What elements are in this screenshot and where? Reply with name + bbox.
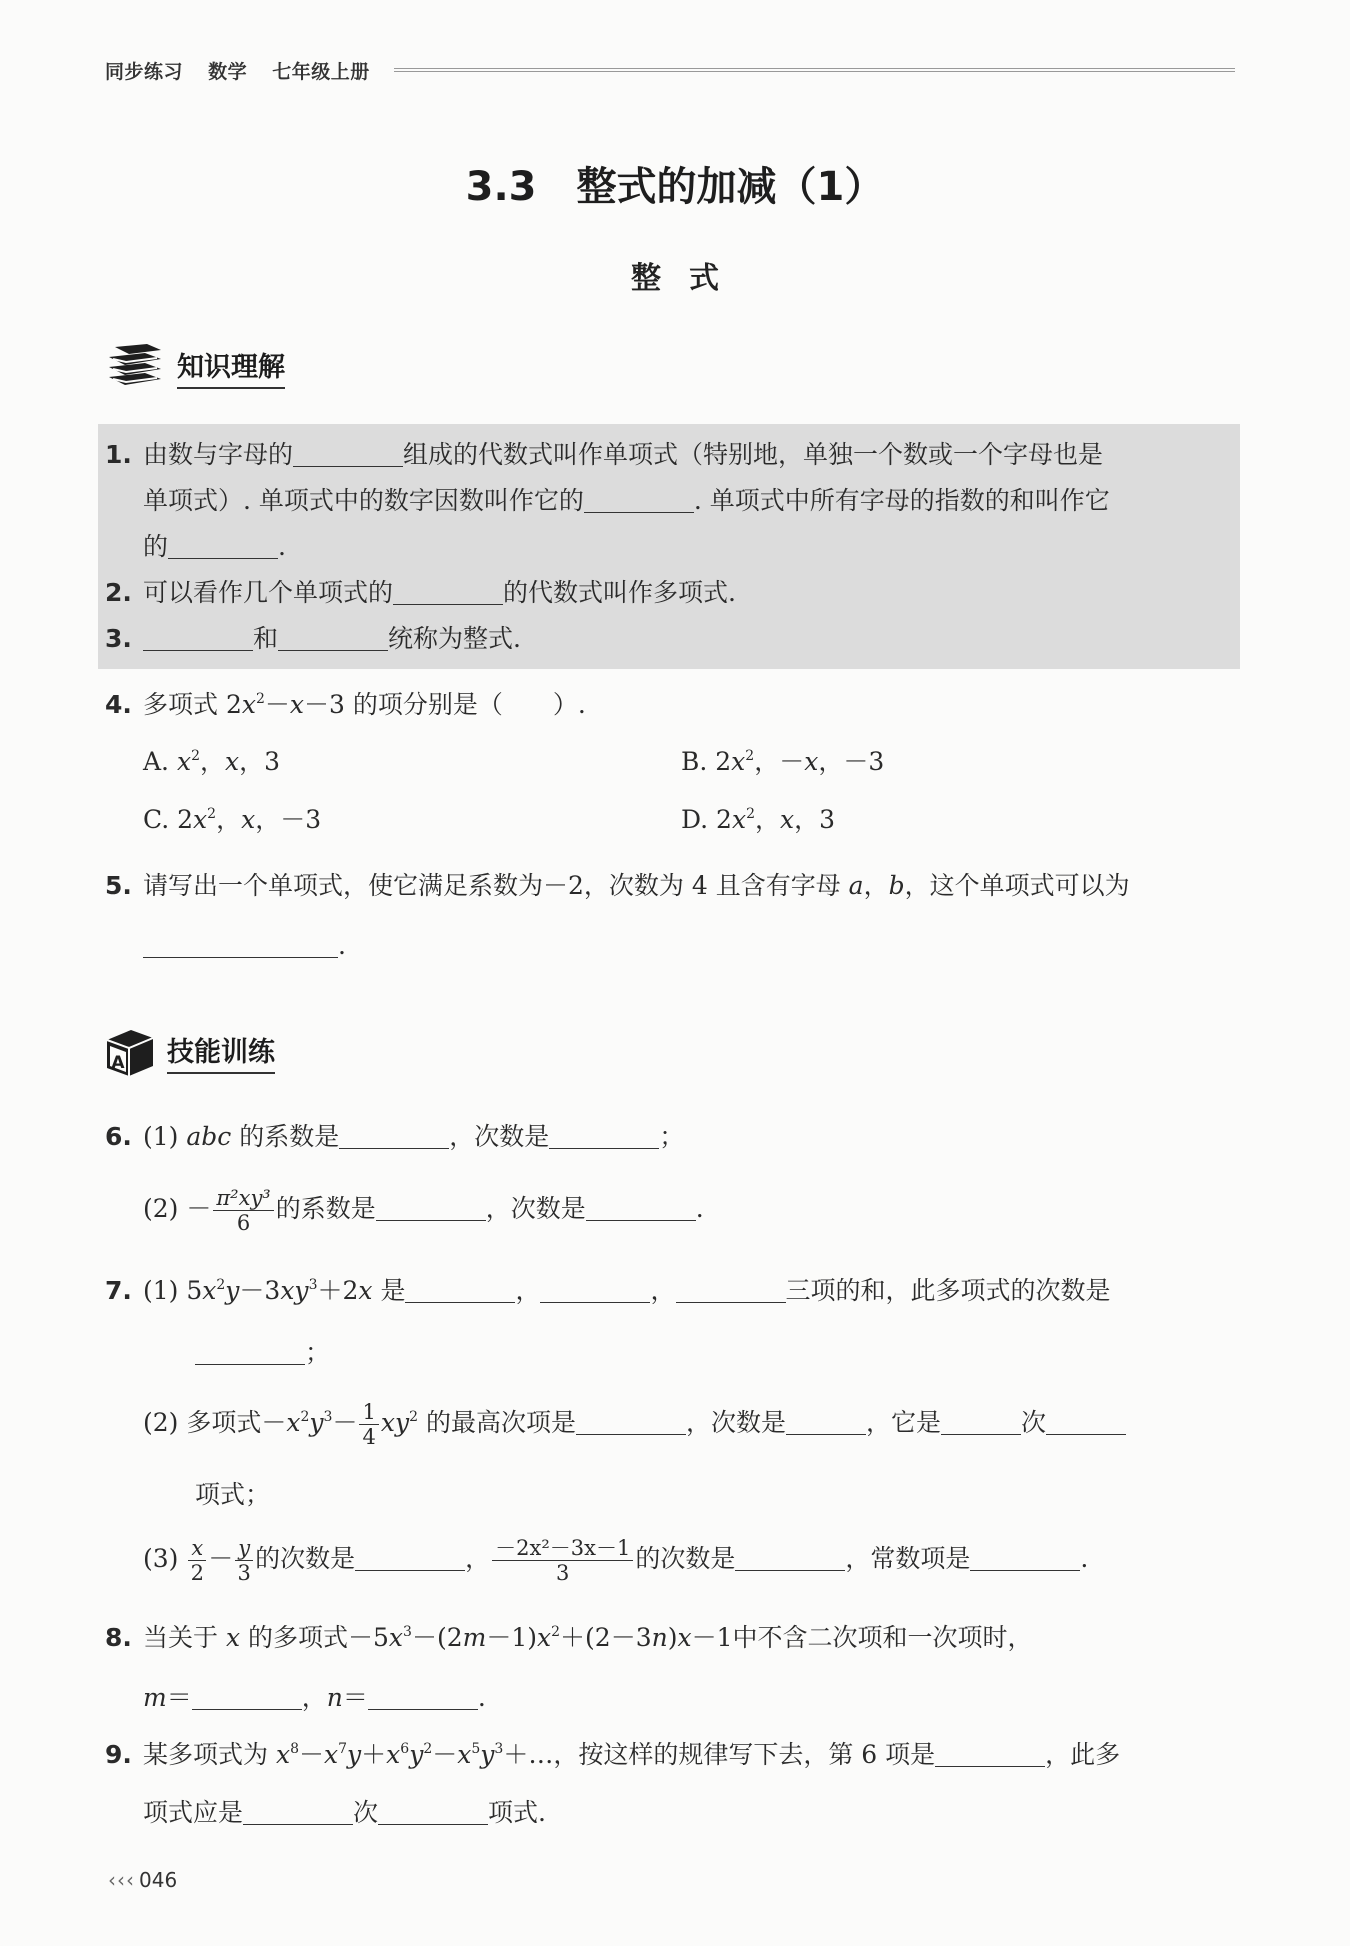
letter-a-cube-icon <box>105 1026 155 1078</box>
question-number: 5. <box>105 871 132 900</box>
grade-name: 七年级上册 <box>272 60 370 83</box>
answer-blank[interactable] <box>941 1408 1021 1435</box>
answer-blank[interactable] <box>405 1276 515 1303</box>
option-a[interactable]: A. $x^2$，x，3 <box>143 747 281 776</box>
question-4: 4. 多项式 $2x^2-x-3$ 的项分别是（ ）. <box>105 682 1235 728</box>
answer-blank[interactable] <box>676 1276 786 1303</box>
option-b[interactable]: B. $2x^2$，－x，－3 <box>681 747 885 776</box>
header-rule <box>394 68 1235 72</box>
question-6-part-2: (2) － $\frac{\text{π²xy³}}{6}$ 的系数是 ，次数是 . <box>143 1186 704 1235</box>
answer-blank[interactable] <box>376 1194 486 1221</box>
answer-blank[interactable] <box>1046 1408 1126 1435</box>
question-number: 7. <box>105 1276 132 1305</box>
question-number: 3. <box>105 624 132 653</box>
answer-blank[interactable] <box>970 1544 1080 1571</box>
section-skills-label: 技能训练 <box>167 1030 275 1074</box>
answer-blank[interactable] <box>293 440 403 467</box>
page-number: 046 <box>139 1868 178 1892</box>
answer-blank[interactable] <box>584 486 694 513</box>
answer-blank[interactable] <box>786 1408 866 1435</box>
answer-blank[interactable] <box>935 1740 1045 1767</box>
answer-blank[interactable] <box>576 1408 686 1435</box>
lesson-title: 3.3 整式的加减（1） <box>465 164 885 210</box>
book-name: 同步练习 <box>105 60 184 83</box>
answer-blank[interactable] <box>243 1798 353 1825</box>
question-number: 4. <box>105 690 132 719</box>
answer-blank[interactable] <box>339 1122 449 1149</box>
books-icon <box>105 343 165 391</box>
answer-blank[interactable] <box>143 624 253 651</box>
section-skills-header <box>105 1026 275 1078</box>
lesson-subtitle: 整式 <box>631 261 747 296</box>
option-d[interactable]: D. $2x^2$，x，3 <box>681 805 836 834</box>
question-8: 8. 当关于 x 的多项式$-5x^3-(2m-1)x^2+(2-3n)x-1$中不含二次项和一次项时， m＝ ，n＝ . <box>105 1608 1235 1728</box>
question-2: 2. 可以看作几个单项式的 的代数式叫作多项式. <box>105 570 1235 616</box>
svg-text:A: A <box>111 1053 125 1073</box>
answer-blank[interactable] <box>540 1276 650 1303</box>
chevrons-left-icon: ‹‹‹ <box>108 1868 135 1892</box>
question-9: 9. 某多项式为 $x^8-x^7y+x^6y^2-x^5y^3+\dots$，按这样的规律写下去，第 6 项是 ，此多 项式应是 次 项式. <box>105 1726 1235 1842</box>
question-7-part-2: (2) 多项式$-x^2y^3-$ $\frac{1}{4}$ $xy^2$ 的最高次项是 ，次数是 ，它是 次 项式； <box>105 1387 1235 1531</box>
answer-blank[interactable] <box>278 624 388 651</box>
answer-blank[interactable] <box>195 1338 305 1365</box>
answer-blank[interactable] <box>735 1544 845 1571</box>
question-6-part-1: 6. (1) abc 的系数是 ，次数是 ； <box>105 1114 1235 1160</box>
question-3: 3. 和 统称为整式. <box>105 616 1235 662</box>
question-7-part-3: (3) $\frac{x}{2}$ － $\frac{y}{3}$ 的次数是 ， $\frac{\text{－2x²－3x－1}}{3}$ 的次数是 ，常数项是 . <box>143 1536 1089 1585</box>
question-number: 9. <box>105 1740 132 1769</box>
question-number: 2. <box>105 578 132 607</box>
option-c[interactable]: C. $2x^2$，x，－3 <box>143 805 322 834</box>
answer-blank[interactable] <box>355 1544 465 1571</box>
answer-blank[interactable] <box>378 1798 488 1825</box>
answer-blank[interactable] <box>549 1122 659 1149</box>
answer-blank[interactable] <box>192 1683 302 1710</box>
question-5: 5. 请写出一个单项式，使它满足系数为－2，次数为 4 且含有字母 a，b，这个单项式可以为 . <box>105 856 1235 976</box>
subject-name: 数学 <box>208 60 248 83</box>
question-number: 1. <box>105 440 132 469</box>
section-knowledge-header <box>105 343 285 391</box>
answer-blank[interactable] <box>368 1683 478 1710</box>
question-number: 6. <box>105 1122 132 1151</box>
answer-blank[interactable] <box>393 578 503 605</box>
answer-blank[interactable] <box>168 532 278 559</box>
question-1: 1. 由数与字母的 组成的代数式叫作单项式（特别地，单独一个数或一个字母也是 单项式）. 单项式中的数字因数叫作它的 . 单项式中所有字母的指数的和叫作它 的 . <box>105 432 1235 570</box>
answer-blank[interactable] <box>586 1194 696 1221</box>
page-footer <box>108 1868 177 1892</box>
running-header <box>105 56 1235 84</box>
answer-blank[interactable] <box>143 931 338 958</box>
question-7-part-1: 7. (1) $5x^2y-3xy^3+2x$ 是 ， ， 三项的和，此多项式的次数是 ； <box>105 1260 1235 1384</box>
question-number: 8. <box>105 1623 132 1652</box>
section-knowledge-label: 知识理解 <box>177 345 285 389</box>
